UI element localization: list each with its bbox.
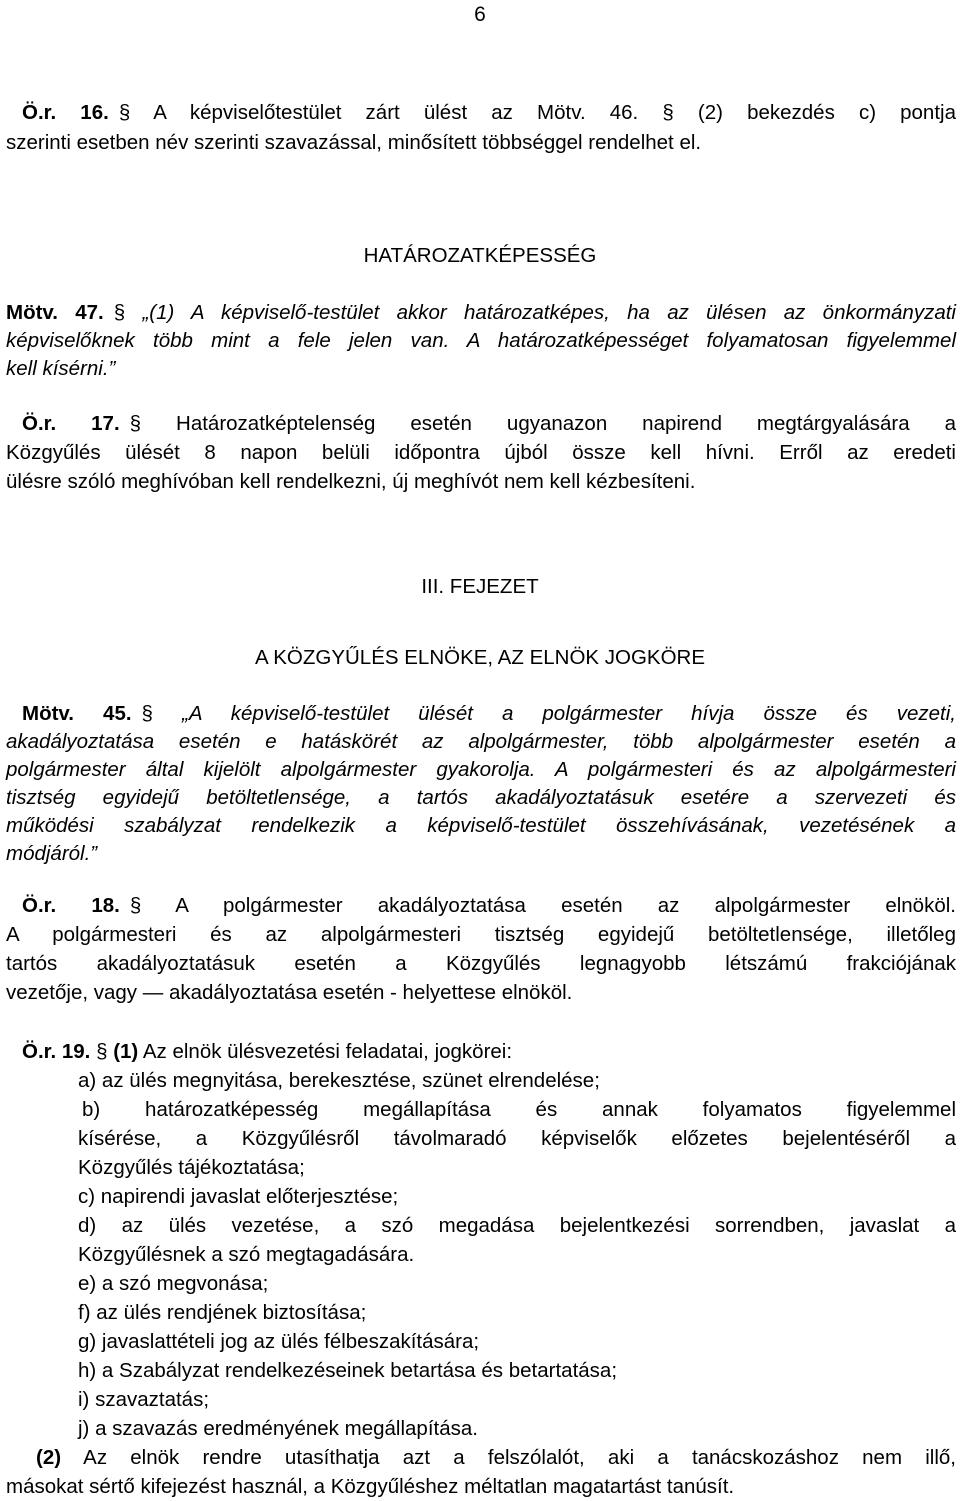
s18-line1 [22, 891, 956, 920]
s19-p2-num: (2) [36, 1446, 62, 1469]
s16-line1 [22, 98, 956, 127]
s17-line1 [22, 409, 956, 438]
s19-p2-line2: másokat sértő kifejezést használ, a Közgyűléshez méltatlan magatartást tanúsít. [6, 1475, 735, 1498]
s19-p1-text: Az elnök ülésvezetési feladatai, jogkörei: [142, 1040, 513, 1063]
motv47-line3: kell kísérni.” [6, 357, 116, 380]
s17-line2: Közgyűlés ülését 8 napon belüli időpontra újból össze kell hívni. Erről az eredeti [6, 441, 956, 464]
s18-line3: tartós akadályoztatásuk esetén a Közgyűlés legnagyobb létszámú frakciójának [6, 952, 956, 975]
motv47-line1 [6, 298, 956, 327]
s19-p2-line1 [36, 1443, 956, 1472]
s19-item-b2: kísérése, a Közgyűlésről távolmaradó képviselők előzetes bejelentéséről a [78, 1127, 956, 1150]
page-number: 6 [474, 3, 486, 26]
s17-line3: ülésre szóló meghívóban kell rendelkezni, új meghívót nem kell kézbesíteni. [6, 470, 696, 493]
s19-item-h: h) a Szabályzat rendelkezéseinek betartása és betartatása; [78, 1359, 618, 1382]
s19-item-b1: b) határozatképesség megállapítása és annak folyamatos figyelemmel [82, 1098, 956, 1121]
chapter-number: III. FEJEZET [421, 575, 539, 598]
s19-item-e: e) a szó megvonása; [78, 1272, 269, 1295]
chapter-title: A KÖZGYŰLÉS ELNÖKE, AZ ELNÖK JOGKÖRE [255, 646, 705, 669]
heading-hatarozatkepesseg: HATÁROZATKÉPESSÉG [363, 244, 597, 267]
motv47-line2: képviselőknek több mint a fele jelen van. A határozatképességet folyamatosan figyelemmel [6, 329, 956, 352]
s18-text1: A polgármester akadályoztatása esetén az alpolgármester elnököl. [175, 894, 956, 917]
s19-item-d1: d) az ülés vezetése, a szó megadása bejelentkezési sorrendben, javaslat a [78, 1214, 956, 1237]
s17-text1: Határozatképtelenség esetén ugyanazon napirend megtárgyalására a [176, 412, 956, 435]
s19-item-a: a) az ülés megnyitása, berekesztése, szünet elrendelése; [78, 1069, 600, 1092]
s19-p1-num: (1) [113, 1040, 139, 1063]
s18-sect: § [129, 894, 142, 917]
motv45-sect: § [141, 702, 153, 725]
s19-label: Ö.r. 19. [22, 1040, 91, 1063]
s17-sect: § [129, 412, 142, 435]
motv47-label: Mötv. 47. [6, 301, 104, 324]
s19-item-b3: Közgyűlés tájékoztatása; [78, 1156, 305, 1179]
motv45-line5: működési szabályzat rendelkezik a képviselő-testület összehívásának, vezetésének a [6, 814, 956, 837]
motv45-line1 [22, 699, 956, 728]
s19-p2-text1: Az elnök rendre utasíthatja azt a felszólalót, aki a tanácskozáshoz nem illő, [83, 1446, 956, 1469]
s19-item-g: g) javaslattételi jog az ülés félbeszakítására; [78, 1330, 480, 1353]
s19-item-i: i) szavaztatás; [78, 1388, 210, 1411]
s16-sect: § [118, 101, 131, 124]
motv45-line2: akadályoztatása esetén e hatáskörét az alpolgármester, több alpolgármester esetén a [6, 730, 956, 753]
motv47-text1: „(1) A képviselő-testület akkor határozatképes, ha az ülésen az önkormányzati [142, 301, 956, 324]
s16-line2: szerinti esetben név szerinti szavazással, minősített többséggel rendelhet el. [6, 131, 702, 154]
motv45-line4: tisztség egyidejű betöltetlensége, a tartós akadályoztatásuk esetére a szervezeti és [6, 786, 956, 809]
s19-sect: § [96, 1040, 108, 1063]
motv45-label: Mötv. 45. [22, 702, 132, 725]
s19-item-c: c) napirendi javaslat előterjesztése; [78, 1185, 399, 1208]
s18-line2: A polgármesteri és az alpolgármesteri tisztség egyidejű betöltetlensége, illetőleg [6, 923, 956, 946]
s19-item-d2: Közgyűlésnek a szó megtagadására. [78, 1243, 415, 1266]
s17-label: Ö.r. 17. [22, 412, 120, 435]
s16-text1: A képviselőtestület zárt ülést az Mötv. 46. § (2) bekezdés c) pontja [153, 101, 956, 124]
s19-p1 [22, 1037, 956, 1066]
s18-line4: vezetője, vagy — akadályoztatása esetén - helyettese elnököl. [6, 981, 573, 1004]
s18-label: Ö.r. 18. [22, 894, 120, 917]
motv47-sect: § [113, 301, 126, 324]
motv45-line6: módjáról.” [6, 842, 98, 865]
s19-item-j: j) a szavazás eredményének megállapítása. [78, 1417, 478, 1440]
motv45-line3: polgármester által kijelölt alpolgármester gyakorolja. A polgármesteri és az alpolgármesteri [6, 758, 956, 781]
motv45-text1: „A képviselő-testület ülését a polgármester hívja össze és vezeti, [182, 702, 956, 725]
s16-label: Ö.r. 16. [22, 101, 109, 124]
s19-item-f: f) az ülés rendjének biztosítása; [78, 1301, 367, 1324]
